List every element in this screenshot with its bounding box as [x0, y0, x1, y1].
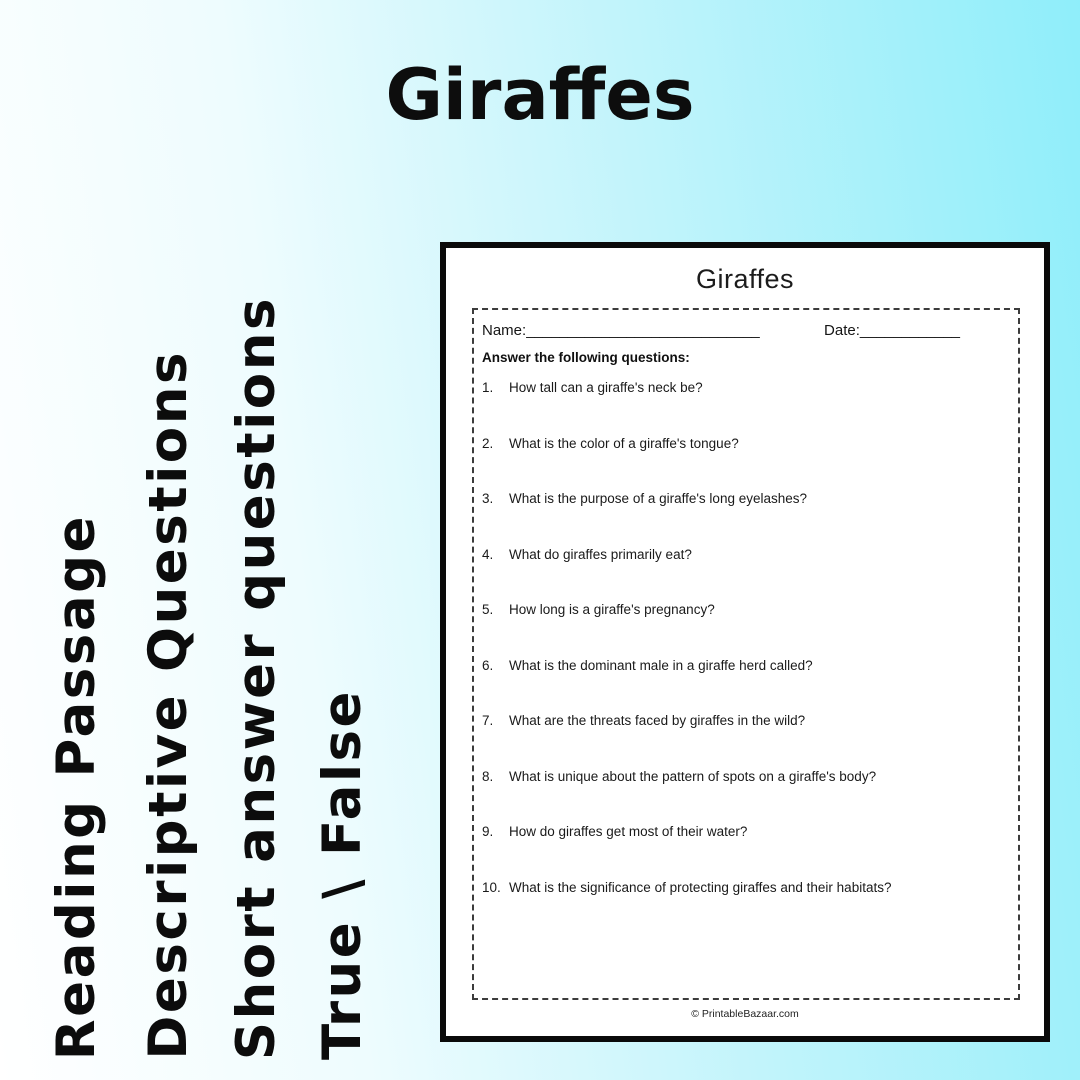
side-label-descriptive-questions: Descriptive Questions [138, 350, 199, 1060]
question-text: What is unique about the pattern of spots on a giraffe's body? [509, 768, 877, 784]
question-text: What is the purpose of a giraffe's long eyelashes? [509, 491, 808, 506]
question-row [482, 658, 1004, 714]
question-number: 3. [482, 491, 494, 506]
question-text: How tall can a giraffe's neck be? [509, 380, 703, 395]
name-label: Name: [482, 322, 527, 339]
question-row [482, 491, 1004, 547]
date-label: Date: [824, 322, 860, 339]
name-field [482, 322, 760, 339]
question-text: What is the dominant male in a giraffe herd called? [509, 657, 813, 673]
question-list [482, 380, 1004, 935]
question-number: 1. [482, 380, 494, 395]
side-label-short-answer-questions: Short answer questions [226, 295, 287, 1060]
question-number: 9. [482, 824, 494, 839]
worksheet-title: Giraffes [695, 264, 795, 294]
question-row [482, 824, 1004, 880]
question-row [482, 713, 1004, 769]
name-blank-line: ____________________________ [526, 322, 760, 339]
side-label-reading-passage: Reading Passage [46, 513, 107, 1060]
copyright-footer: © PrintableBazaar.com [691, 1008, 799, 1020]
instruction-text: Answer the following questions: [482, 350, 690, 365]
question-text: How long is a giraffe's pregnancy? [509, 602, 715, 617]
question-number: 8. [482, 768, 494, 784]
question-number: 6. [482, 657, 494, 673]
question-text: How do giraffes get most of their water? [509, 824, 748, 839]
page-title: Giraffes [385, 54, 695, 136]
question-text: What do giraffes primarily eat? [509, 546, 692, 562]
question-number: 4. [482, 546, 494, 562]
side-label-true-false: True \ False [312, 689, 373, 1060]
question-number: 10. [482, 879, 501, 895]
name-date-row [482, 322, 1004, 339]
question-row [482, 380, 1004, 436]
date-blank-line: ____________ [859, 322, 960, 339]
question-row [482, 602, 1004, 658]
question-row [482, 547, 1004, 603]
question-text: What is the significance of protecting giraffes and their habitats? [509, 879, 892, 895]
worksheet-page [440, 242, 1050, 1042]
question-row [482, 769, 1004, 825]
question-number: 7. [482, 713, 494, 728]
question-number: 5. [482, 602, 494, 617]
question-row [482, 436, 1004, 492]
question-row [482, 880, 1004, 936]
question-text: What are the threats faced by giraffes in the wild? [509, 713, 806, 728]
worksheet-body [472, 308, 1020, 1000]
question-number: 2. [482, 435, 494, 451]
question-text: What is the color of a giraffe's tongue? [509, 435, 739, 451]
date-field [824, 322, 960, 339]
